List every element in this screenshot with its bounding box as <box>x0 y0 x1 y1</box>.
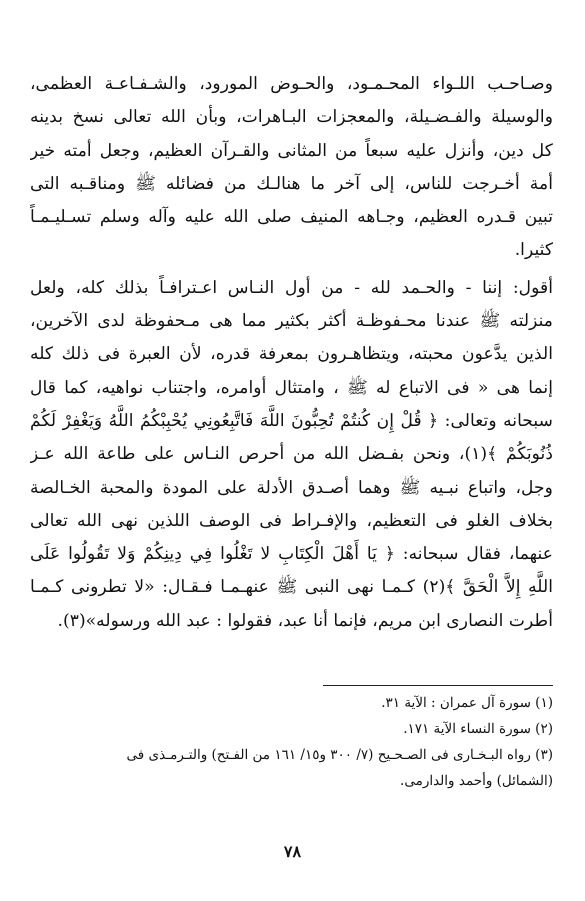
footnotes <box>30 690 553 794</box>
text-line: إنما هى « فى الاتباع له ﷺ ، وامتثال أوامره، واجتناب نواهيه، كما قال <box>30 377 553 398</box>
main-text <box>30 68 553 638</box>
text-line: وجل، واتباع نبـيه ﷺ وهما أصـدق الأدلة على المودة والمحبة الخـالصة <box>30 477 553 498</box>
text-line: أمة أخـرجت للناس، إلى آخر ما هنالـك من فضائله ﷺ ومناقـبه التى <box>30 173 553 194</box>
paragraph-2 <box>30 272 553 638</box>
text-line: منزلته ﷺ عندنا محـفوظـة أكثر بكثير مما هى مـحفوظة لدى الآخرين، <box>30 311 553 332</box>
text-line: اللَّهِ إِلاَّ الْحَقَّ ﴾(٢) كـمـا نهى النبى ﷺ عنهـمـا فـقـال: «لا تطرونى كـمـا <box>30 577 553 598</box>
footnote-divider <box>323 685 553 686</box>
text-line: بخلاف الغلو فى التعظيم، والإفـراط فى الوصف اللذين نهى الله تعالى <box>30 510 553 531</box>
page-number: ٧٨ <box>283 842 302 861</box>
text-line: الذين يدَّعون محبته، ويتظاهـرون بمعرفة قدره، لأن العبرة فى ذلك كله <box>30 344 553 365</box>
page-body <box>30 68 553 638</box>
text-line: تبين قـدره العظيم، وجـاهه المنيف صلى الله عليه وآله وسلم تسـليـمـاً <box>30 207 553 228</box>
text-line: سبحانه وتعالى: ﴿ قُلْ إِن كُنتُمْ تُحِبُّونَ اللَّهَ فَاتَّبِعُونِي يُحْبِبْكُمُ اللَّهُ وَيَغْفِرْ لَكُمْ <box>30 410 553 431</box>
text-line: أقول: إننا - والحـمد لله - من أول النـاس اعـترافـاً بذلك كله، ولعل <box>30 277 553 298</box>
footnote-item: (١) سورة آل عمران : الآية ٣١. <box>381 695 553 711</box>
paragraph-1 <box>30 68 553 268</box>
text-line: والوسيلة والفـضـيلة، والمعجزات البـاهرات، وبأن الله تعالى نسخ بدينه <box>30 107 553 128</box>
footnote-item: (٣) رواه البـخـارى فى الصـحـيح (٧/ ٣٠٠ و١٥/ ١٦١ من الفـتح) والتـرمـذى فى <box>126 747 553 763</box>
footnote-item: (الشمائل) وأحمد والدارمى. <box>400 773 553 789</box>
footnote-item: (٢) سورة النساء الآية ١٧١. <box>403 721 553 737</box>
text-line: وصـاحـب اللـواء المحـمـود، والحـوض المورود، والشـفـاعـة العظمى، <box>30 74 553 94</box>
text-line: أطرت النصارى ابن مريم، فإنما أنا عبد، فقولوا : عبد الله ورسوله»(٣). <box>57 610 553 631</box>
text-line: ذُنُوبَكُمْ ﴾(١)، ونحن بفـضل الله من أحرص النـاس على طاعة الله عـز <box>30 444 553 465</box>
text-line: كثيرا. <box>514 240 553 261</box>
text-line: عنهما، فقال سبحانه: ﴿ يَا أَهْلَ الْكِتَابِ لا تَغْلُوا فِي دِينِكُمْ وَلا تَقُولُوا عَلَى <box>30 544 553 565</box>
text-line: كل دين، وأنزل عليه سبعاً من المثانى والقـرآن العظيم، وجعل أمته خير <box>30 140 553 161</box>
